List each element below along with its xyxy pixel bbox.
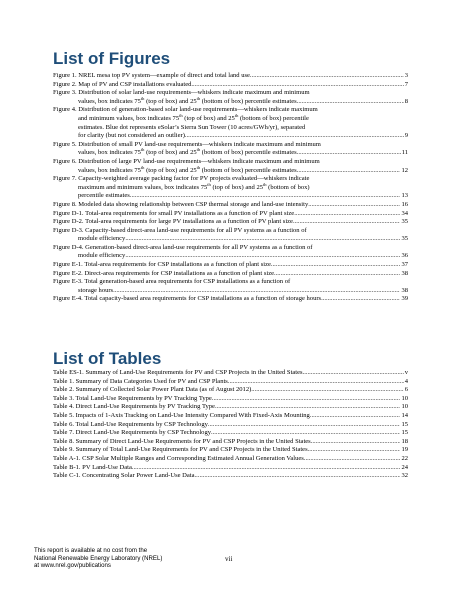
table-entry-text: Table 9. Summary of Total Land-Use Requirements for PV and CSP Projects in the United States — [53, 446, 308, 454]
table-entry[interactable] — [53, 429, 408, 438]
figure-entry-text: values, box indicates 75th (top of box) and 25th (bottom of box) percentile estimates — [78, 147, 297, 157]
dot-leader — [211, 429, 400, 438]
dot-leader — [303, 369, 404, 378]
dot-leader — [212, 395, 401, 404]
figure-page-number: 9 — [404, 132, 408, 140]
figure-entry[interactable] — [53, 81, 408, 90]
figure-entry-text: Figure E-4. Total capacity-based area requirements for CSP installations as a function of storage hours — [53, 295, 322, 303]
page-number: vii — [225, 555, 233, 563]
figure-entry-line — [53, 252, 408, 261]
figure-entry-text: Figure 6. Distribution of large PV land-use requirements—whiskers indicate maximum and minimum — [53, 157, 320, 165]
figure-entry[interactable] — [53, 278, 408, 295]
dot-leader — [297, 98, 404, 107]
table-entry[interactable] — [53, 446, 408, 455]
figure-entry-line — [53, 175, 408, 184]
dot-leader — [132, 464, 401, 473]
figure-entry[interactable] — [53, 244, 408, 261]
figure-entry-text: Figure D-1. Total-area requirements for small PV installations as a function of PV plant size — [53, 209, 295, 217]
dot-leader — [308, 201, 400, 210]
figure-page-number: 7 — [404, 80, 408, 88]
table-page-number: 15 — [401, 429, 408, 437]
figure-entry-text: values, box indicates 75th (top of box) and 25th (bottom of box) percentile estimates — [78, 164, 297, 174]
dot-leader — [304, 455, 401, 464]
table-page-number: 14 — [401, 411, 408, 419]
figure-entry[interactable] — [53, 141, 408, 158]
table-entry-line — [53, 438, 408, 447]
table-entry-line — [53, 455, 408, 464]
figure-entry-text: Figure E-3. Total generation-based area requirements for CSP installations as a function of — [53, 278, 291, 286]
figure-entry-text: values, box indicates 75th (top of box) and 25th (bottom of box) percentile estimates — [78, 95, 297, 105]
figure-entry-line — [53, 278, 408, 287]
table-entry[interactable] — [53, 438, 408, 447]
dot-leader — [125, 235, 400, 244]
table-entry[interactable] — [53, 472, 408, 481]
dot-leader — [251, 386, 403, 395]
table-entry[interactable] — [53, 369, 408, 378]
figure-entry-text: Figure 7. Capacity-weighted average packing factor for PV projects evaluated—whiskers indicate — [53, 175, 310, 183]
figure-entry-line — [53, 192, 408, 201]
table-page-number: 10 — [401, 403, 408, 411]
list-of-figures-heading: List of Figures — [53, 49, 171, 68]
figure-page-number: 8 — [404, 97, 408, 105]
table-entry-line — [53, 386, 408, 395]
figure-entry-text: for clarity (but not considered an outlier) — [78, 132, 185, 140]
table-entry[interactable] — [53, 412, 408, 421]
figure-entry-line — [53, 106, 408, 115]
dot-leader — [130, 192, 401, 201]
figure-page-number: 38 — [401, 269, 408, 277]
figure-entry-text: Figure 1. NREL mesa top PV system—example of direct and total land use — [53, 72, 250, 79]
figure-entry[interactable] — [53, 72, 408, 81]
figure-entry-line — [53, 181, 408, 193]
figure-page-number: 11 — [401, 149, 408, 157]
table-page-number: 24 — [401, 463, 408, 471]
dot-leader — [297, 149, 401, 158]
figure-entry-line — [53, 89, 408, 98]
figure-entry[interactable] — [53, 158, 408, 175]
figure-entry-line — [53, 72, 408, 81]
table-entry-text: Table 1. Summary of Data Categories Used for PV and CSP Plants — [53, 377, 228, 385]
table-entry-text: Table A-1. CSP Solar Multiple Ranges and Corresponding Estimated Annual Generation Values — [53, 454, 304, 462]
figure-entry-text: module efficiency — [78, 252, 126, 260]
table-entry-line — [53, 464, 408, 473]
figure-entry-text: storage hours — [78, 286, 114, 294]
figure-entry-text: Figure 3. Distribution of solar land-use requirements—whiskers indicate maximum and minimum — [53, 89, 310, 97]
figure-entry-text: Figure 8. Modeled data showing relationship between CSP thermal storage and land-use intensity — [53, 200, 309, 208]
table-entry-line — [53, 429, 408, 438]
figure-entry-line — [53, 201, 408, 210]
figure-entry-line — [53, 112, 408, 124]
table-entry-text: Table 3. Total Land-Use Requirements by PV Tracking Type — [53, 394, 212, 402]
table-entry[interactable] — [53, 403, 408, 412]
dot-leader — [308, 446, 401, 455]
dot-leader — [191, 81, 403, 90]
table-page-number: v — [404, 369, 408, 376]
figure-entry-text: Figure D-2. Total-area requirements for large PV installations as a function of PV plant size — [53, 218, 293, 226]
dot-leader — [195, 472, 401, 481]
figure-entry[interactable] — [53, 295, 408, 304]
figure-page-number: 35 — [401, 235, 408, 243]
availability-note — [34, 547, 184, 570]
figure-entry-line — [53, 132, 408, 141]
table-entry-line — [53, 421, 408, 430]
table-entry-text: Table 5. Impacts of 1-Axis Tracking on Land-Use Intensity Compared With Fixed-Axis Mounting — [53, 411, 310, 419]
figure-entry-line — [53, 244, 408, 253]
dot-leader — [321, 295, 400, 304]
table-entry[interactable] — [53, 464, 408, 473]
table-entry-line — [53, 395, 408, 404]
figure-page-number: 13 — [401, 192, 408, 200]
table-entry-text: Table ES-1. Summary of Land-Use Requirements for PV and CSP Projects in the United States — [53, 369, 303, 376]
dot-leader — [228, 378, 404, 387]
figure-entry[interactable] — [53, 210, 408, 219]
figure-entry-text: estimates. Blue dot represents eSolar’s Sierra Sun Tower (10 acres/GWh/yr), separated — [78, 123, 306, 131]
table-entry[interactable] — [53, 386, 408, 395]
figure-entry-text: module efficiency — [78, 235, 126, 243]
table-entry-text: Table C-1. Concentrating Solar Power Land-Use Data — [53, 472, 195, 480]
figure-page-number: 38 — [401, 286, 408, 294]
dot-leader — [250, 72, 404, 81]
figure-entry[interactable] — [53, 106, 408, 140]
figure-entry-text: and minimum values, box indicates 75th (top of box) and 25th (bottom of box) percentile — [78, 112, 309, 122]
table-page-number: 15 — [401, 420, 408, 428]
figure-entry-line — [53, 210, 408, 219]
figure-entry-line — [53, 295, 408, 304]
table-entry[interactable] — [53, 455, 408, 464]
dot-leader — [310, 412, 401, 421]
table-entry-text: Table 7. Direct Land-Use Requirements by CSP Technology — [53, 429, 211, 437]
availability-line: at www.nrel.gov/publications — [34, 562, 111, 570]
dot-leader — [311, 438, 401, 447]
availability-line: This report is available at no cost from the — [34, 547, 148, 554]
table-page-number: 6 — [404, 386, 408, 394]
dot-leader — [185, 132, 404, 141]
table-entry[interactable] — [53, 421, 408, 430]
dot-leader — [125, 252, 400, 261]
table-entry-text: Table B-1. PV Land-Use Data — [53, 463, 132, 471]
figure-entry-text: Figure D-4. Generation-based direct-area land-use requirements for all PV systems as a function of — [53, 243, 313, 251]
dot-leader — [215, 403, 401, 412]
dot-leader — [208, 421, 401, 430]
dot-leader — [293, 218, 400, 227]
figure-entry-line — [53, 164, 408, 176]
figure-entry-text: Figure 2. Map of PV and CSP installations evaluated — [53, 80, 192, 88]
figure-entry-line — [53, 227, 408, 236]
list-of-tables-heading: List of Tables — [53, 349, 162, 368]
table-entry-text: Table 8. Summary of Direct Land-Use Requirements for PV and CSP Projects in the United States — [53, 437, 311, 445]
figure-page-number: 3 — [404, 72, 408, 79]
figure-entry-line — [53, 235, 408, 244]
figure-entry[interactable] — [53, 227, 408, 244]
table-entry-line — [53, 412, 408, 421]
figure-entry-line — [53, 81, 408, 90]
figure-entry-text: Figure 5. Distribution of small PV land-use requirements—whiskers indicate maximum and minimum — [53, 140, 321, 148]
figure-page-number: 36 — [401, 252, 408, 260]
figure-entry-text: Figure E-2. Direct-area requirements for CSP installations as a function of plant size — [53, 269, 275, 277]
figure-entry-text: Figure E-1. Total-area requirements for CSP installations as a function of plant size — [53, 261, 271, 269]
figure-entry-text: percentile estimates — [78, 192, 130, 200]
figure-page-number: 37 — [401, 261, 408, 269]
figure-entry-text: Figure D-3. Capacity-based direct-area land-use requirements for all PV systems as a function of — [53, 226, 307, 234]
table-entry-line — [53, 403, 408, 412]
table-page-number: 19 — [401, 446, 408, 454]
figure-entry-line — [53, 261, 408, 270]
figure-entry[interactable] — [53, 201, 408, 210]
dot-leader — [294, 210, 400, 219]
table-entry[interactable] — [53, 395, 408, 404]
table-entry-line — [53, 378, 408, 387]
table-entry-line — [53, 369, 408, 378]
figure-entry[interactable] — [53, 175, 408, 201]
table-entry[interactable] — [53, 378, 408, 387]
dot-leader — [113, 287, 400, 296]
table-entry-line — [53, 472, 408, 481]
figure-entry-text: Figure 4. Distribution of generation-based solar land-use requirements—whiskers indicate maximum — [53, 106, 318, 114]
figure-entry[interactable] — [53, 218, 408, 227]
figure-entry[interactable] — [53, 89, 408, 106]
figure-page-number: 12 — [401, 166, 408, 174]
table-entry-line — [53, 446, 408, 455]
figure-entry-line — [53, 149, 408, 158]
figure-entry-line — [53, 158, 408, 167]
table-page-number: 32 — [401, 472, 408, 480]
figures-list — [53, 72, 408, 304]
figure-entry-line — [53, 218, 408, 227]
availability-line: National Renewable Energy Laboratory (NREL) — [34, 554, 163, 562]
figure-page-number: 39 — [401, 295, 408, 303]
tables-list — [53, 369, 408, 481]
figure-entry-text: maximum and minimum values, box indicates 75th (top of box) and 25th (bottom of box) — [78, 181, 310, 191]
figure-entry[interactable] — [53, 261, 408, 270]
table-page-number: 10 — [401, 394, 408, 402]
figure-entry-line — [53, 270, 408, 279]
figure-entry-line — [53, 287, 408, 296]
table-entry-text: Table 6. Total Land-Use Requirements by CSP Technology — [53, 420, 208, 428]
figure-entry[interactable] — [53, 270, 408, 279]
table-entry-text: Table 2. Summary of Collected Solar Power Plant Data (as of August 2012) — [53, 386, 252, 394]
figure-entry-line — [53, 95, 408, 107]
table-entry-text: Table 4. Direct Land-Use Requirements by PV Tracking Type — [53, 403, 215, 411]
figure-page-number: 16 — [401, 200, 408, 208]
table-page-number: 4 — [404, 377, 408, 385]
dot-leader — [297, 167, 401, 176]
figure-page-number: 35 — [401, 218, 408, 226]
table-page-number: 22 — [401, 454, 408, 462]
figure-entry-line — [53, 124, 408, 133]
dot-leader — [274, 270, 400, 279]
figure-page-number: 34 — [401, 209, 408, 217]
dot-leader — [271, 261, 401, 270]
table-page-number: 18 — [401, 437, 408, 445]
